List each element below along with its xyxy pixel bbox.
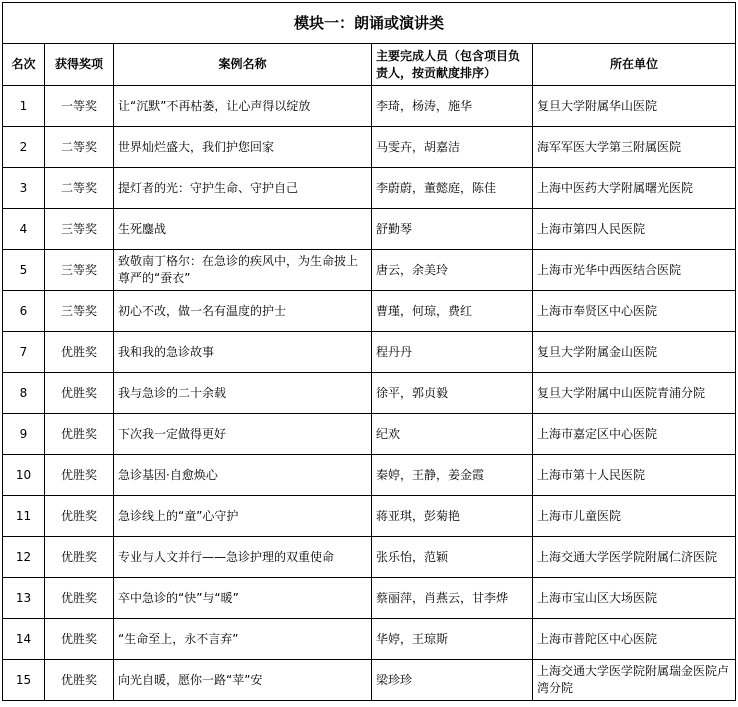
- table-row: [3, 332, 736, 373]
- awards-table: [2, 2, 736, 701]
- cell-rank: 7: [3, 332, 45, 373]
- cell-members: 蒋亚琪，彭菊艳: [372, 496, 533, 537]
- cell-members: 舒勤琴: [372, 209, 533, 250]
- cell-members: 华婷，王琼斯: [372, 619, 533, 660]
- cell-unit: 上海市第十人民医院: [533, 455, 736, 496]
- cell-award: 优胜奖: [45, 373, 114, 414]
- cell-award: 一等奖: [45, 86, 114, 127]
- table-row: [3, 168, 736, 209]
- cell-rank: 4: [3, 209, 45, 250]
- cell-award: 三等奖: [45, 291, 114, 332]
- cell-award: 优胜奖: [45, 619, 114, 660]
- cell-rank: 11: [3, 496, 45, 537]
- cell-case-name: 世界灿烂盛大，我们护您回家: [114, 127, 372, 168]
- cell-members: 李琦，杨涛，施华: [372, 86, 533, 127]
- cell-case-name: 下次我一定做得更好: [114, 414, 372, 455]
- cell-case-name: 致敬南丁格尔：在急诊的疾风中，为生命披上尊严的“蚕衣”: [114, 250, 372, 291]
- cell-award: 二等奖: [45, 168, 114, 209]
- cell-unit: 海军军医大学第三附属医院: [533, 127, 736, 168]
- cell-award: 优胜奖: [45, 332, 114, 373]
- cell-members: 梁珍珍: [372, 660, 533, 701]
- table-row: [3, 578, 736, 619]
- cell-rank: 14: [3, 619, 45, 660]
- cell-unit: 上海交通大学医学院附属瑞金医院卢湾分院: [533, 660, 736, 701]
- cell-award: 三等奖: [45, 209, 114, 250]
- cell-case-name: 卒中急诊的“快”与“暖”: [114, 578, 372, 619]
- cell-rank: 3: [3, 168, 45, 209]
- cell-unit: 上海市宝山区大场医院: [533, 578, 736, 619]
- header-members: 主要完成人员（包含项目负责人，按贡献度排序）: [372, 44, 533, 86]
- cell-members: 唐云，余美玲: [372, 250, 533, 291]
- cell-case-name: 生死鏖战: [114, 209, 372, 250]
- cell-rank: 6: [3, 291, 45, 332]
- table-row: [3, 127, 736, 168]
- cell-case-name: 让“沉默”不再枯萎，让心声得以绽放: [114, 86, 372, 127]
- cell-rank: 12: [3, 537, 45, 578]
- cell-case-name: 初心不改，做一名有温度的护士: [114, 291, 372, 332]
- cell-award: 优胜奖: [45, 496, 114, 537]
- cell-case-name: “生命至上，永不言弃”: [114, 619, 372, 660]
- cell-rank: 1: [3, 86, 45, 127]
- cell-award: 优胜奖: [45, 537, 114, 578]
- cell-unit: 上海市儿童医院: [533, 496, 736, 537]
- cell-rank: 8: [3, 373, 45, 414]
- cell-members: 秦婷，王静，姜金霞: [372, 455, 533, 496]
- cell-unit: 上海交通大学医学院附属仁济医院: [533, 537, 736, 578]
- cell-unit: 上海市光华中西医结合医院: [533, 250, 736, 291]
- cell-case-name: 专业与人文并行——急诊护理的双重使命: [114, 537, 372, 578]
- cell-members: 马雯卉，胡嘉洁: [372, 127, 533, 168]
- cell-case-name: 急诊线上的“童”心守护: [114, 496, 372, 537]
- cell-rank: 13: [3, 578, 45, 619]
- cell-case-name: 我和我的急诊故事: [114, 332, 372, 373]
- table-row: [3, 373, 736, 414]
- table-row: [3, 537, 736, 578]
- table-row: [3, 619, 736, 660]
- cell-award: 三等奖: [45, 250, 114, 291]
- cell-unit: 复旦大学附属华山医院: [533, 86, 736, 127]
- cell-case-name: 向光自暖，愿你一路“苹”安: [114, 660, 372, 701]
- cell-members: 程丹丹: [372, 332, 533, 373]
- cell-rank: 9: [3, 414, 45, 455]
- cell-members: 蔡丽萍，肖燕云，甘李烨: [372, 578, 533, 619]
- header-award: 获得奖项: [45, 44, 114, 86]
- table-row: [3, 291, 736, 332]
- cell-rank: 5: [3, 250, 45, 291]
- cell-unit: 上海市奉贤区中心医院: [533, 291, 736, 332]
- header-case-name: 案例名称: [114, 44, 372, 86]
- table-row: [3, 209, 736, 250]
- cell-award: 优胜奖: [45, 578, 114, 619]
- cell-case-name: 急诊基因·自愈焕心: [114, 455, 372, 496]
- header-rank: 名次: [3, 44, 45, 86]
- table-row: [3, 86, 736, 127]
- table-title: 模块一：朗诵或演讲类: [3, 3, 736, 44]
- table-row: [3, 250, 736, 291]
- cell-unit: 上海市嘉定区中心医院: [533, 414, 736, 455]
- cell-award: 优胜奖: [45, 455, 114, 496]
- cell-unit: 上海市普陀区中心医院: [533, 619, 736, 660]
- cell-case-name: 提灯者的光：守护生命、守护自己: [114, 168, 372, 209]
- cell-members: 纪欢: [372, 414, 533, 455]
- header-unit: 所在单位: [533, 44, 736, 86]
- cell-rank: 10: [3, 455, 45, 496]
- cell-members: 张乐怡，范颖: [372, 537, 533, 578]
- table-row: [3, 496, 736, 537]
- cell-case-name: 我与急诊的二十余载: [114, 373, 372, 414]
- cell-rank: 2: [3, 127, 45, 168]
- table-row: [3, 455, 736, 496]
- cell-award: 优胜奖: [45, 414, 114, 455]
- cell-members: 李蔚蔚，董懿庭，陈佳: [372, 168, 533, 209]
- header-row: [3, 44, 736, 86]
- cell-award: 优胜奖: [45, 660, 114, 701]
- table-row: [3, 660, 736, 701]
- cell-unit: 上海市第四人民医院: [533, 209, 736, 250]
- cell-rank: 15: [3, 660, 45, 701]
- cell-unit: 复旦大学附属中山医院青浦分院: [533, 373, 736, 414]
- cell-unit: 上海中医药大学附属曙光医院: [533, 168, 736, 209]
- table-body: [3, 86, 736, 701]
- cell-members: 徐平，郭贞毅: [372, 373, 533, 414]
- cell-unit: 复旦大学附属金山医院: [533, 332, 736, 373]
- table-row: [3, 414, 736, 455]
- cell-award: 二等奖: [45, 127, 114, 168]
- cell-members: 曹瑾，何琼，费红: [372, 291, 533, 332]
